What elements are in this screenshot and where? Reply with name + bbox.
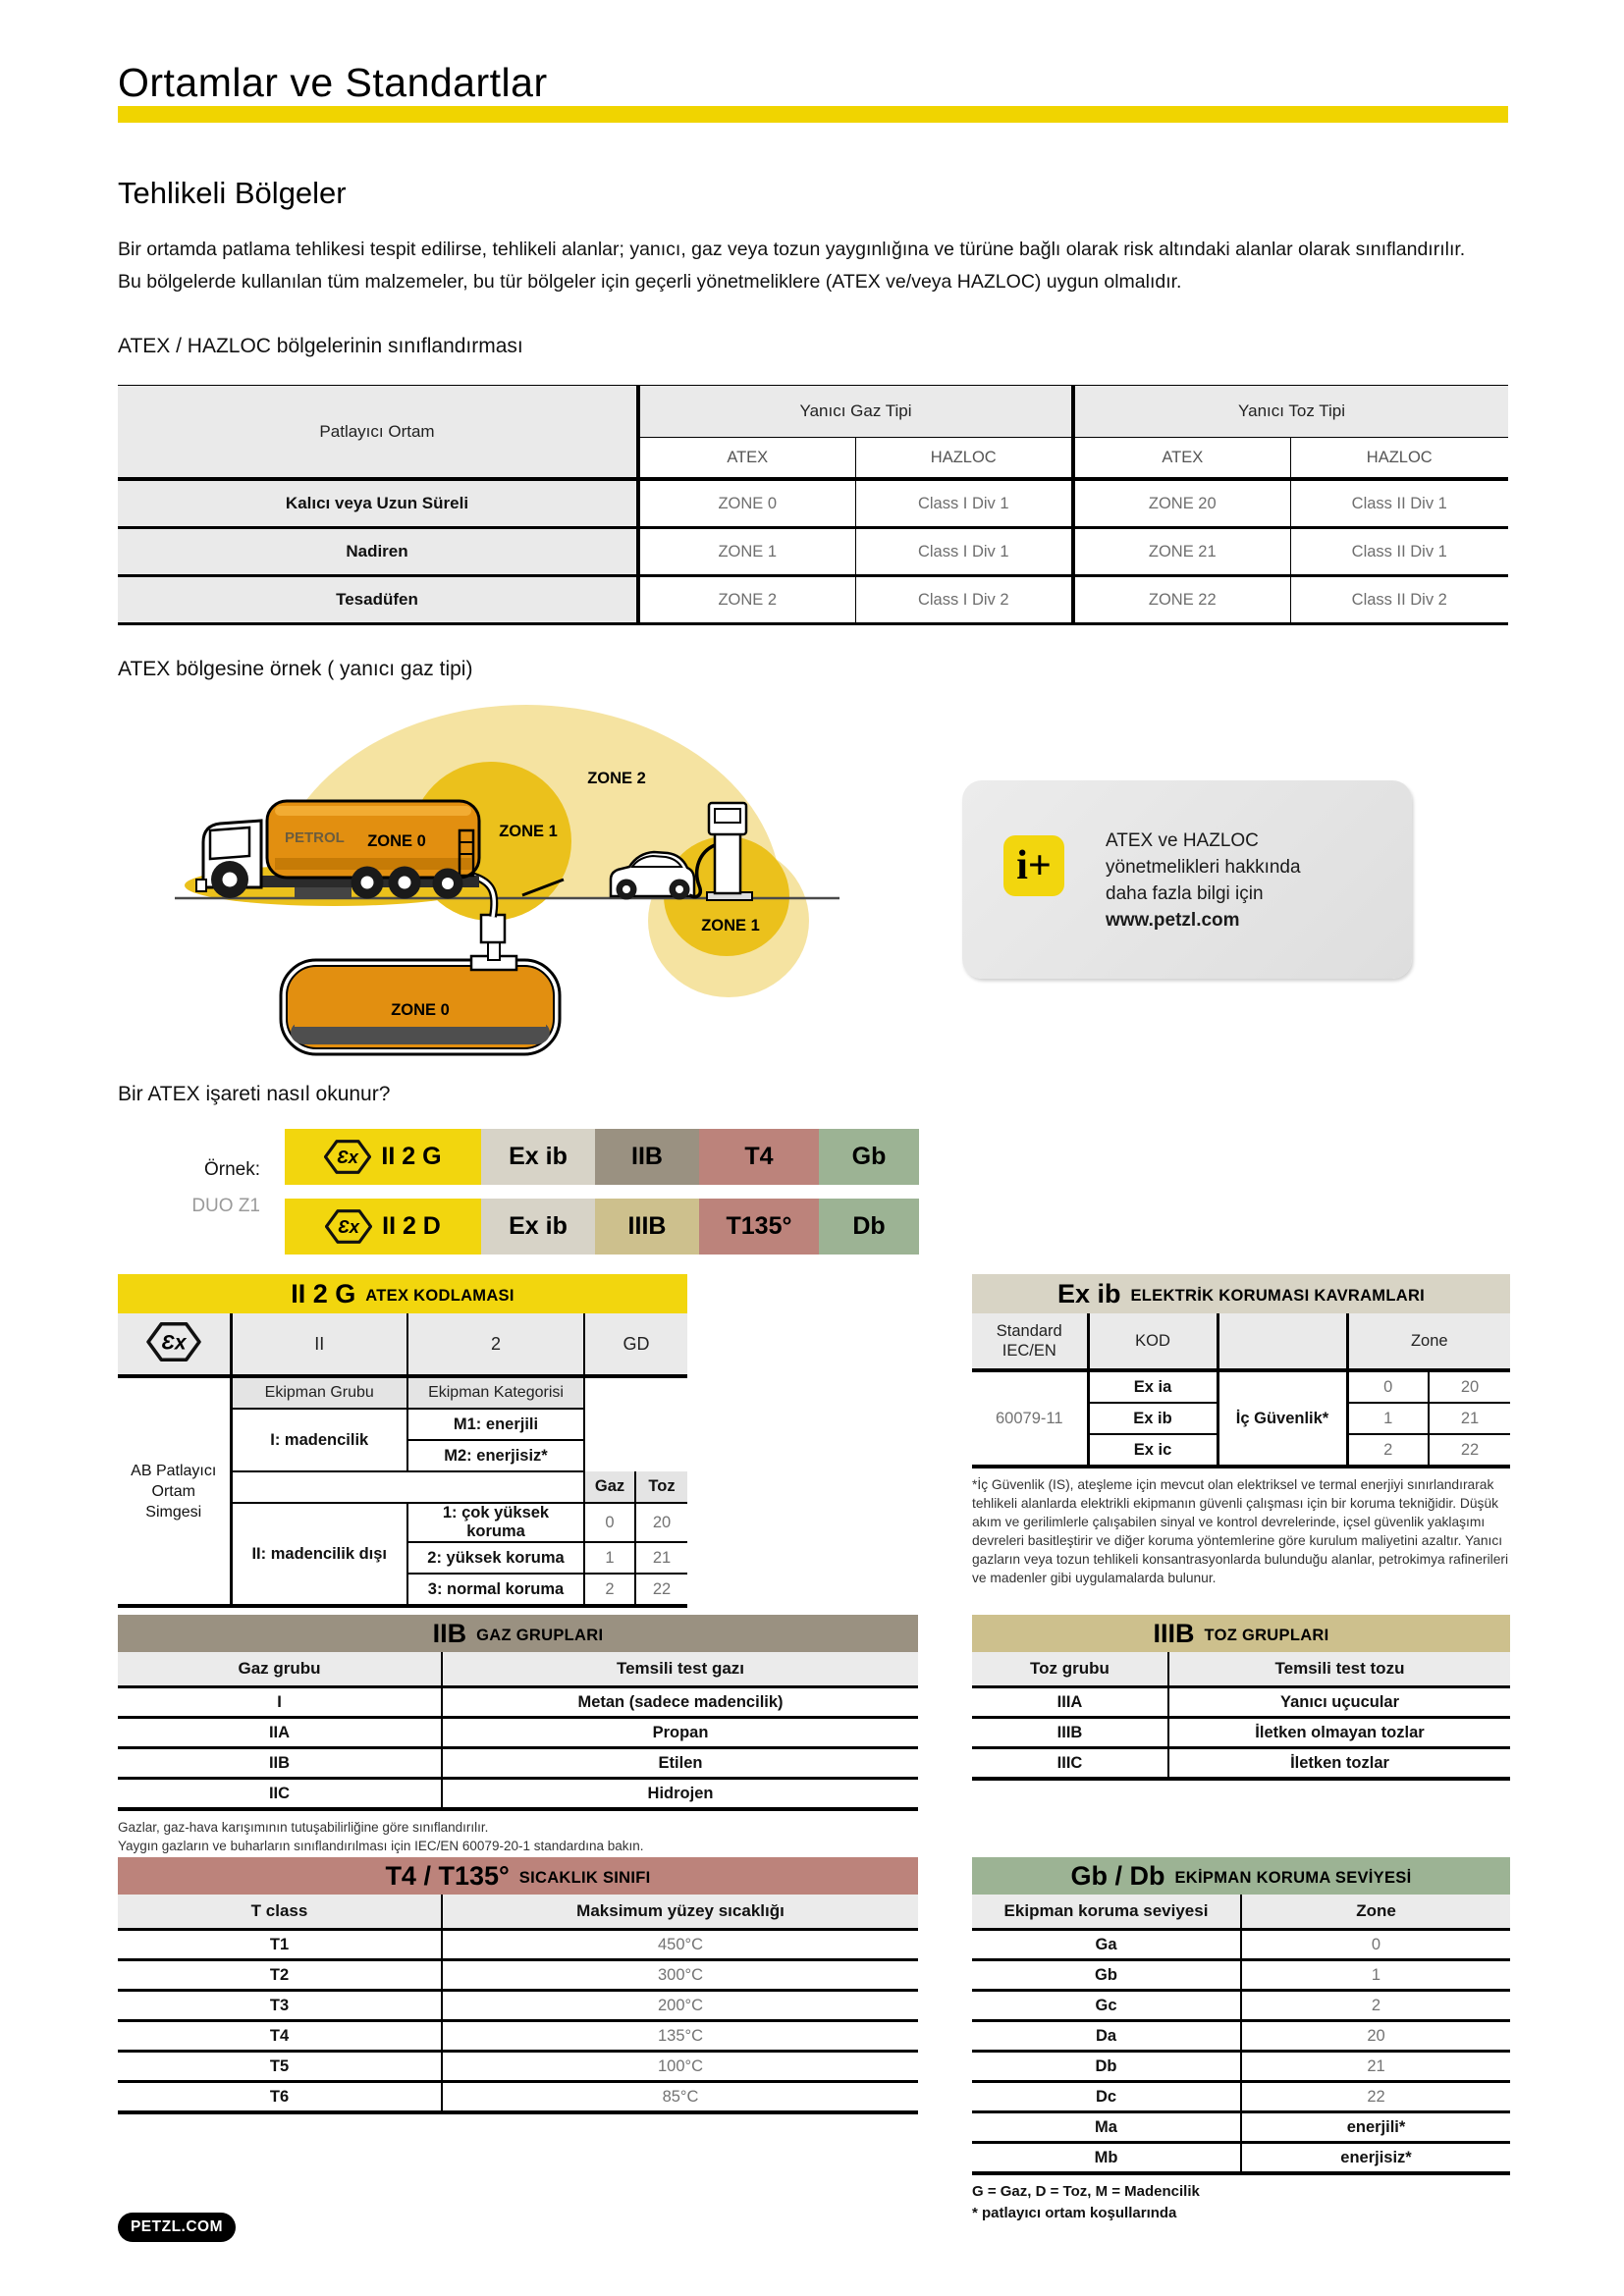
cell: T1 xyxy=(118,1930,442,1960)
cell: 21 xyxy=(635,1542,687,1574)
cell: Metan (sadece madencilik) xyxy=(442,1687,918,1718)
cell: 2 xyxy=(1347,1434,1429,1467)
ex-hexagon-icon xyxy=(118,1313,231,1376)
cell: 22 xyxy=(1241,2082,1510,2112)
cell: Ma xyxy=(972,2112,1241,2143)
cell: 0 xyxy=(1241,1930,1510,1960)
cell: 21 xyxy=(1429,1403,1510,1434)
cell: Yanıcı Toz Tipi xyxy=(1073,386,1508,438)
page-title: Ortamlar ve Standartlar xyxy=(118,60,548,106)
cell: M1: enerjili xyxy=(407,1409,584,1440)
cell: enerjili* xyxy=(1241,2112,1510,2143)
cell: Db xyxy=(972,2052,1241,2082)
cell: 300°C xyxy=(442,1960,918,1991)
cell: Yanıcı uçucular xyxy=(1168,1687,1510,1718)
cell: Zone xyxy=(1241,1895,1510,1930)
cell: ZONE 0 xyxy=(638,479,855,528)
title-code: Gb / Db xyxy=(1070,1860,1165,1891)
title-label: ATEX KODLAMASI xyxy=(365,1286,514,1305)
cell: 22 xyxy=(652,1579,672,1598)
cell: IIA xyxy=(118,1718,442,1748)
temperature-table xyxy=(118,1895,918,2114)
yellow-rule xyxy=(118,106,1508,123)
cell: 3: normal koruma xyxy=(407,1574,584,1606)
cell: IIIC xyxy=(972,1748,1168,1780)
table-row xyxy=(118,1779,918,1810)
marking-heading: Bir ATEX işareti nasıl okunur? xyxy=(118,1083,391,1105)
cell: 0 xyxy=(1347,1370,1429,1403)
section-title: Tehlikeli Bölgeler xyxy=(118,175,347,210)
cell: Mb xyxy=(972,2143,1241,2174)
cell: 20 xyxy=(1429,1370,1510,1403)
cell: T3 xyxy=(118,1991,442,2021)
title-label: TOZ GRUPLARI xyxy=(1204,1626,1329,1644)
cell: Gaz xyxy=(584,1471,635,1503)
protection-footnote: * patlayıcı ortam koşullarında xyxy=(972,2205,1177,2221)
title-code: IIB xyxy=(432,1618,467,1648)
electrical-table xyxy=(972,1313,1510,1468)
cell: Ekipman Grubu xyxy=(231,1376,407,1409)
table-row xyxy=(118,1687,918,1718)
zone0-underground-label: ZONE 0 xyxy=(391,1001,450,1019)
table-row xyxy=(972,1313,1510,1370)
table-row xyxy=(972,1370,1510,1403)
title-label: SICAKLIK SINIFI xyxy=(518,1868,651,1887)
table-row xyxy=(972,1748,1510,1780)
cell xyxy=(231,1471,584,1503)
cell: Kalıcı veya Uzun Süreli xyxy=(118,479,638,528)
cell: Toz grubu xyxy=(972,1652,1168,1687)
table-row xyxy=(972,2143,1510,2174)
cell: Propan xyxy=(442,1718,918,1748)
info-box xyxy=(962,780,1412,979)
table-row xyxy=(118,576,1508,624)
cell: IIB xyxy=(118,1748,442,1779)
cell: 2: yüksek koruma xyxy=(407,1542,584,1574)
cell: ZONE 1 xyxy=(638,528,855,576)
cell: Yanıcı Gaz Tipi xyxy=(638,386,1073,438)
cell: Class II Div 2 xyxy=(1290,576,1508,624)
cell: Toz xyxy=(635,1471,687,1503)
cell: T class xyxy=(118,1895,442,1930)
gas-footnote: Yaygın gazların ve buharların sınıflandırılması için IEC/EN 60079-20-1 standardına bakın. xyxy=(118,1839,644,1853)
dust-groups-section xyxy=(972,1615,1510,1781)
cell: Tesadüfen xyxy=(118,576,638,624)
table-row xyxy=(972,1930,1510,1960)
cell: ZONE 2 xyxy=(638,576,855,624)
title-label: ELEKTRİK KORUMASI KAVRAMLARI xyxy=(1130,1286,1426,1305)
dust-groups-title xyxy=(972,1615,1510,1652)
temperature-title xyxy=(118,1857,918,1895)
cell: Standard IEC/EN xyxy=(972,1313,1088,1370)
cell: M2: enerjisiz* xyxy=(407,1440,584,1471)
cell: 60079-11 xyxy=(972,1370,1088,1467)
cell: AB Patlayıcı Ortam Simgesi xyxy=(118,1376,231,1606)
cell: Patlayıcı Ortam xyxy=(118,386,638,480)
cell: Gc xyxy=(972,1991,1241,2021)
cell: 20 xyxy=(1241,2021,1510,2052)
svg-text:Ɛx: Ɛx xyxy=(161,1331,187,1355)
marking-row-gas xyxy=(285,1129,919,1185)
example-heading: ATEX bölgesine örnek ( yanıcı gaz tipi) xyxy=(118,658,473,680)
table-row xyxy=(972,2021,1510,2052)
gas-footnote: Gazlar, gaz-hava karışımının tutuşabilirliğine göre sınıflandırılır. xyxy=(118,1820,489,1835)
cell: Da xyxy=(972,2021,1241,2052)
cell: Etilen xyxy=(442,1748,918,1779)
cell: Class I Div 1 xyxy=(855,479,1073,528)
title-code: IIIB xyxy=(1153,1618,1195,1648)
cell: Ekipman koruma seviyesi xyxy=(972,1895,1241,1930)
table-row xyxy=(972,2112,1510,2143)
title-code: II 2 G xyxy=(291,1278,356,1308)
cell: ATEX xyxy=(1073,438,1290,480)
cell: 22 xyxy=(1460,1440,1480,1459)
intro-paragraph: Bir ortamda patlama tehlikesi tespit edilirse, tehlikeli alanlar; yanıcı, gaz veya tozun yaygınlığına ve türüne bağlı olarak risk altındaki alanlar olarak sınıflandırılır. Bu bölgelerde kullanılan tüm malzemeler, bu tür bölgeler için geçerli yönetmeliklere (ATEX ve/veya HAZLOC) uygun olmalıdır. xyxy=(118,238,1466,293)
zone1-center-label: ZONE 1 xyxy=(499,823,558,840)
info-plus-icon: i+ xyxy=(1003,835,1064,896)
gas-groups-title xyxy=(118,1615,918,1652)
table-row xyxy=(118,1930,918,1960)
cell: I xyxy=(118,1687,442,1718)
title-code: Ex ib xyxy=(1056,1278,1121,1308)
cell: 2 xyxy=(584,1574,635,1606)
table-row xyxy=(118,528,1508,576)
atex-code-block xyxy=(285,1199,481,1255)
cell: 85°C xyxy=(662,2087,699,2106)
cell: Nadiren xyxy=(118,528,638,576)
classification-table xyxy=(118,385,1508,625)
cell: IIC xyxy=(118,1779,442,1810)
svg-text:Ɛx: Ɛx xyxy=(337,1147,359,1168)
protection-title xyxy=(972,1857,1510,1895)
cell: enerjisiz* xyxy=(1340,2148,1412,2166)
cell: T6 xyxy=(118,2082,442,2113)
epl-block: Gb xyxy=(819,1129,919,1185)
cell: İletken tozlar xyxy=(1290,1753,1389,1772)
cell: Gb xyxy=(972,1960,1241,1991)
cell: 100°C xyxy=(442,2052,918,2082)
table-row xyxy=(118,1895,918,1930)
table-row xyxy=(972,1895,1510,1930)
cell: 20 xyxy=(635,1503,687,1542)
table-row xyxy=(972,2082,1510,2112)
table-row xyxy=(972,1991,1510,2021)
dust-group-block: IIIB xyxy=(595,1199,699,1255)
marking-row-dust xyxy=(285,1199,919,1255)
title-label: GAZ GRUPLARI xyxy=(476,1626,604,1644)
gas-group-block: IIB xyxy=(595,1129,699,1185)
atex-coding-table xyxy=(118,1313,687,1608)
cell: 2 xyxy=(407,1313,584,1376)
table-row xyxy=(118,1718,918,1748)
table-row xyxy=(118,1748,918,1779)
cell: 2 xyxy=(1241,1991,1510,2021)
info-line: yönetmelikleri hakkında xyxy=(1106,857,1301,878)
cell: IIIA xyxy=(972,1687,1168,1718)
electrical-footnote: *İç Güvenlik (IS), ateşleme için mevcut olan elektriksel ve termal enerjiyi sınırlandırarak tehlikeli alanlarda elektrikli ekipmanın güvenli çalışması için bir koruma tekniğidir. Düşük akım ve gerilimlerle çalışabilen sinyal ve kontrol devrelerinde, içsel güvenlik yaklaşımı devreleri basitleştirir ve diğer koruma yöntemlerine göre kurulum maliyetini azaltır. Yanıcı gazların veya tozun tehlikeli konsantrasyonlarda bulunduğu alanlar, petrokimya rafinerileri ve madenler gibi uygulamalarda bulunur. xyxy=(972,1477,1509,1585)
cell: II xyxy=(231,1313,407,1376)
temperature-section xyxy=(118,1857,918,2114)
protection-footnote: G = Gaz, D = Toz, M = Madencilik xyxy=(972,2183,1200,2200)
atex-coding-title xyxy=(118,1274,687,1313)
epl-block: Db xyxy=(819,1199,919,1255)
petzl-logo[interactable]: PETZL.COM xyxy=(118,2213,236,2242)
cell: Class I Div 2 xyxy=(855,576,1073,624)
cell: ZONE 20 xyxy=(1073,479,1290,528)
title-label: EKİPMAN KORUMA SEVİYESİ xyxy=(1174,1868,1412,1887)
cell: T4 xyxy=(118,2021,442,2052)
atex-zones-illustration xyxy=(147,693,903,1081)
table-row xyxy=(972,1718,1510,1748)
info-line: daha fazla bilgi için xyxy=(1106,883,1264,904)
table-row xyxy=(972,1687,1510,1718)
cell: 450°C xyxy=(442,1930,918,1960)
protection-block: Ex ib xyxy=(481,1199,595,1255)
cell: Ekipman Kategorisi xyxy=(407,1376,584,1409)
cell: 21 xyxy=(1241,2052,1510,2082)
cell: Dc xyxy=(972,2082,1241,2112)
table-row xyxy=(972,1960,1510,1991)
cell: HAZLOC xyxy=(1290,438,1508,480)
cell: İç Güvenlik* xyxy=(1218,1370,1347,1467)
cell: T2 xyxy=(118,1960,442,1991)
cell: 0 xyxy=(584,1503,635,1542)
table-row xyxy=(118,2082,918,2113)
table-row xyxy=(118,1313,687,1376)
temp-class-block: T4 xyxy=(699,1129,819,1185)
zone1-pump-label: ZONE 1 xyxy=(701,917,760,934)
cell: Zone xyxy=(1347,1313,1510,1370)
cell: II: madencilik dışı xyxy=(231,1503,407,1606)
cell: 1 xyxy=(1347,1403,1429,1434)
table-row xyxy=(972,1652,1510,1687)
cell: Ga xyxy=(972,1930,1241,1960)
electrical-title xyxy=(972,1274,1510,1313)
cell: Temsili test tozu xyxy=(1168,1652,1510,1687)
classification-heading: ATEX / HAZLOC bölgelerinin sınıflandırması xyxy=(118,335,523,357)
petzl-link[interactable]: www.petzl.com xyxy=(1106,910,1240,931)
zone0-truck-label: ZONE 0 xyxy=(367,832,426,850)
title-code: T4 / T135° xyxy=(385,1860,510,1891)
cell: 1: çok yüksek koruma xyxy=(407,1503,584,1542)
cell: Temsili test gazı xyxy=(442,1652,918,1687)
truck-brand-label: PETROL xyxy=(285,829,345,846)
table-row xyxy=(118,386,1508,438)
cell: ZONE 22 xyxy=(1073,576,1290,624)
cell: KOD xyxy=(1088,1313,1218,1370)
atex-code: II 2 G xyxy=(381,1143,442,1170)
cell: 1 xyxy=(1241,1960,1510,1991)
cell: 1 xyxy=(584,1542,635,1574)
dust-groups-table xyxy=(972,1652,1510,1781)
ex-hexagon-icon xyxy=(325,1208,372,1245)
zone2-label: ZONE 2 xyxy=(587,770,646,787)
atex-code-block xyxy=(285,1129,481,1185)
cell: İletken olmayan tozlar xyxy=(1168,1718,1510,1748)
gas-groups-table xyxy=(118,1652,918,1811)
cell: Class II Div 1 xyxy=(1290,479,1508,528)
gas-groups-section xyxy=(118,1615,918,1855)
cell: I: madencilik xyxy=(231,1409,407,1471)
info-line: ATEX ve HAZLOC xyxy=(1106,830,1259,851)
table-row xyxy=(118,1991,918,2021)
table-row xyxy=(118,2021,918,2052)
cell: ATEX xyxy=(638,438,855,480)
temp-class-block: T135° xyxy=(699,1199,819,1255)
cell: Ex ic xyxy=(1088,1434,1218,1467)
table-row xyxy=(118,479,1508,528)
cell: 135°C xyxy=(442,2021,918,2052)
cell: Hidrojen xyxy=(647,1784,714,1802)
protection-block: Ex ib xyxy=(481,1129,595,1185)
cell: Class II Div 1 xyxy=(1290,528,1508,576)
protection-level-section xyxy=(972,1857,1510,2224)
atex-code: II 2 D xyxy=(382,1212,441,1240)
cell: T5 xyxy=(118,2052,442,2082)
product-name: DUO Z1 xyxy=(191,1196,260,1216)
cell: Ex ia xyxy=(1088,1370,1218,1403)
cell: Class I Div 1 xyxy=(855,528,1073,576)
cell: Ex ib xyxy=(1088,1403,1218,1434)
cell: ZONE 21 xyxy=(1073,528,1290,576)
cell: Maksimum yüzey sıcaklığı xyxy=(442,1895,918,1930)
cell: GD xyxy=(584,1313,687,1376)
protection-table xyxy=(972,1895,1510,2175)
atex-coding-section xyxy=(118,1274,687,1633)
electrical-protection-section xyxy=(972,1274,1510,1587)
table-row xyxy=(118,1376,687,1409)
cell: IIIB xyxy=(972,1718,1168,1748)
cell: Gaz grubu xyxy=(118,1652,442,1687)
cell xyxy=(584,1376,687,1471)
table-row xyxy=(118,1652,918,1687)
underground-tank xyxy=(281,960,560,1054)
cell xyxy=(1218,1313,1347,1370)
table-row xyxy=(972,2052,1510,2082)
table-row xyxy=(118,2052,918,2082)
example-label: Örnek: xyxy=(203,1159,260,1180)
ex-hexagon-icon xyxy=(324,1139,371,1175)
cell: 200°C xyxy=(442,1991,918,2021)
table-row xyxy=(118,1960,918,1991)
svg-text:Ɛx: Ɛx xyxy=(338,1216,360,1238)
cell: HAZLOC xyxy=(855,438,1073,480)
